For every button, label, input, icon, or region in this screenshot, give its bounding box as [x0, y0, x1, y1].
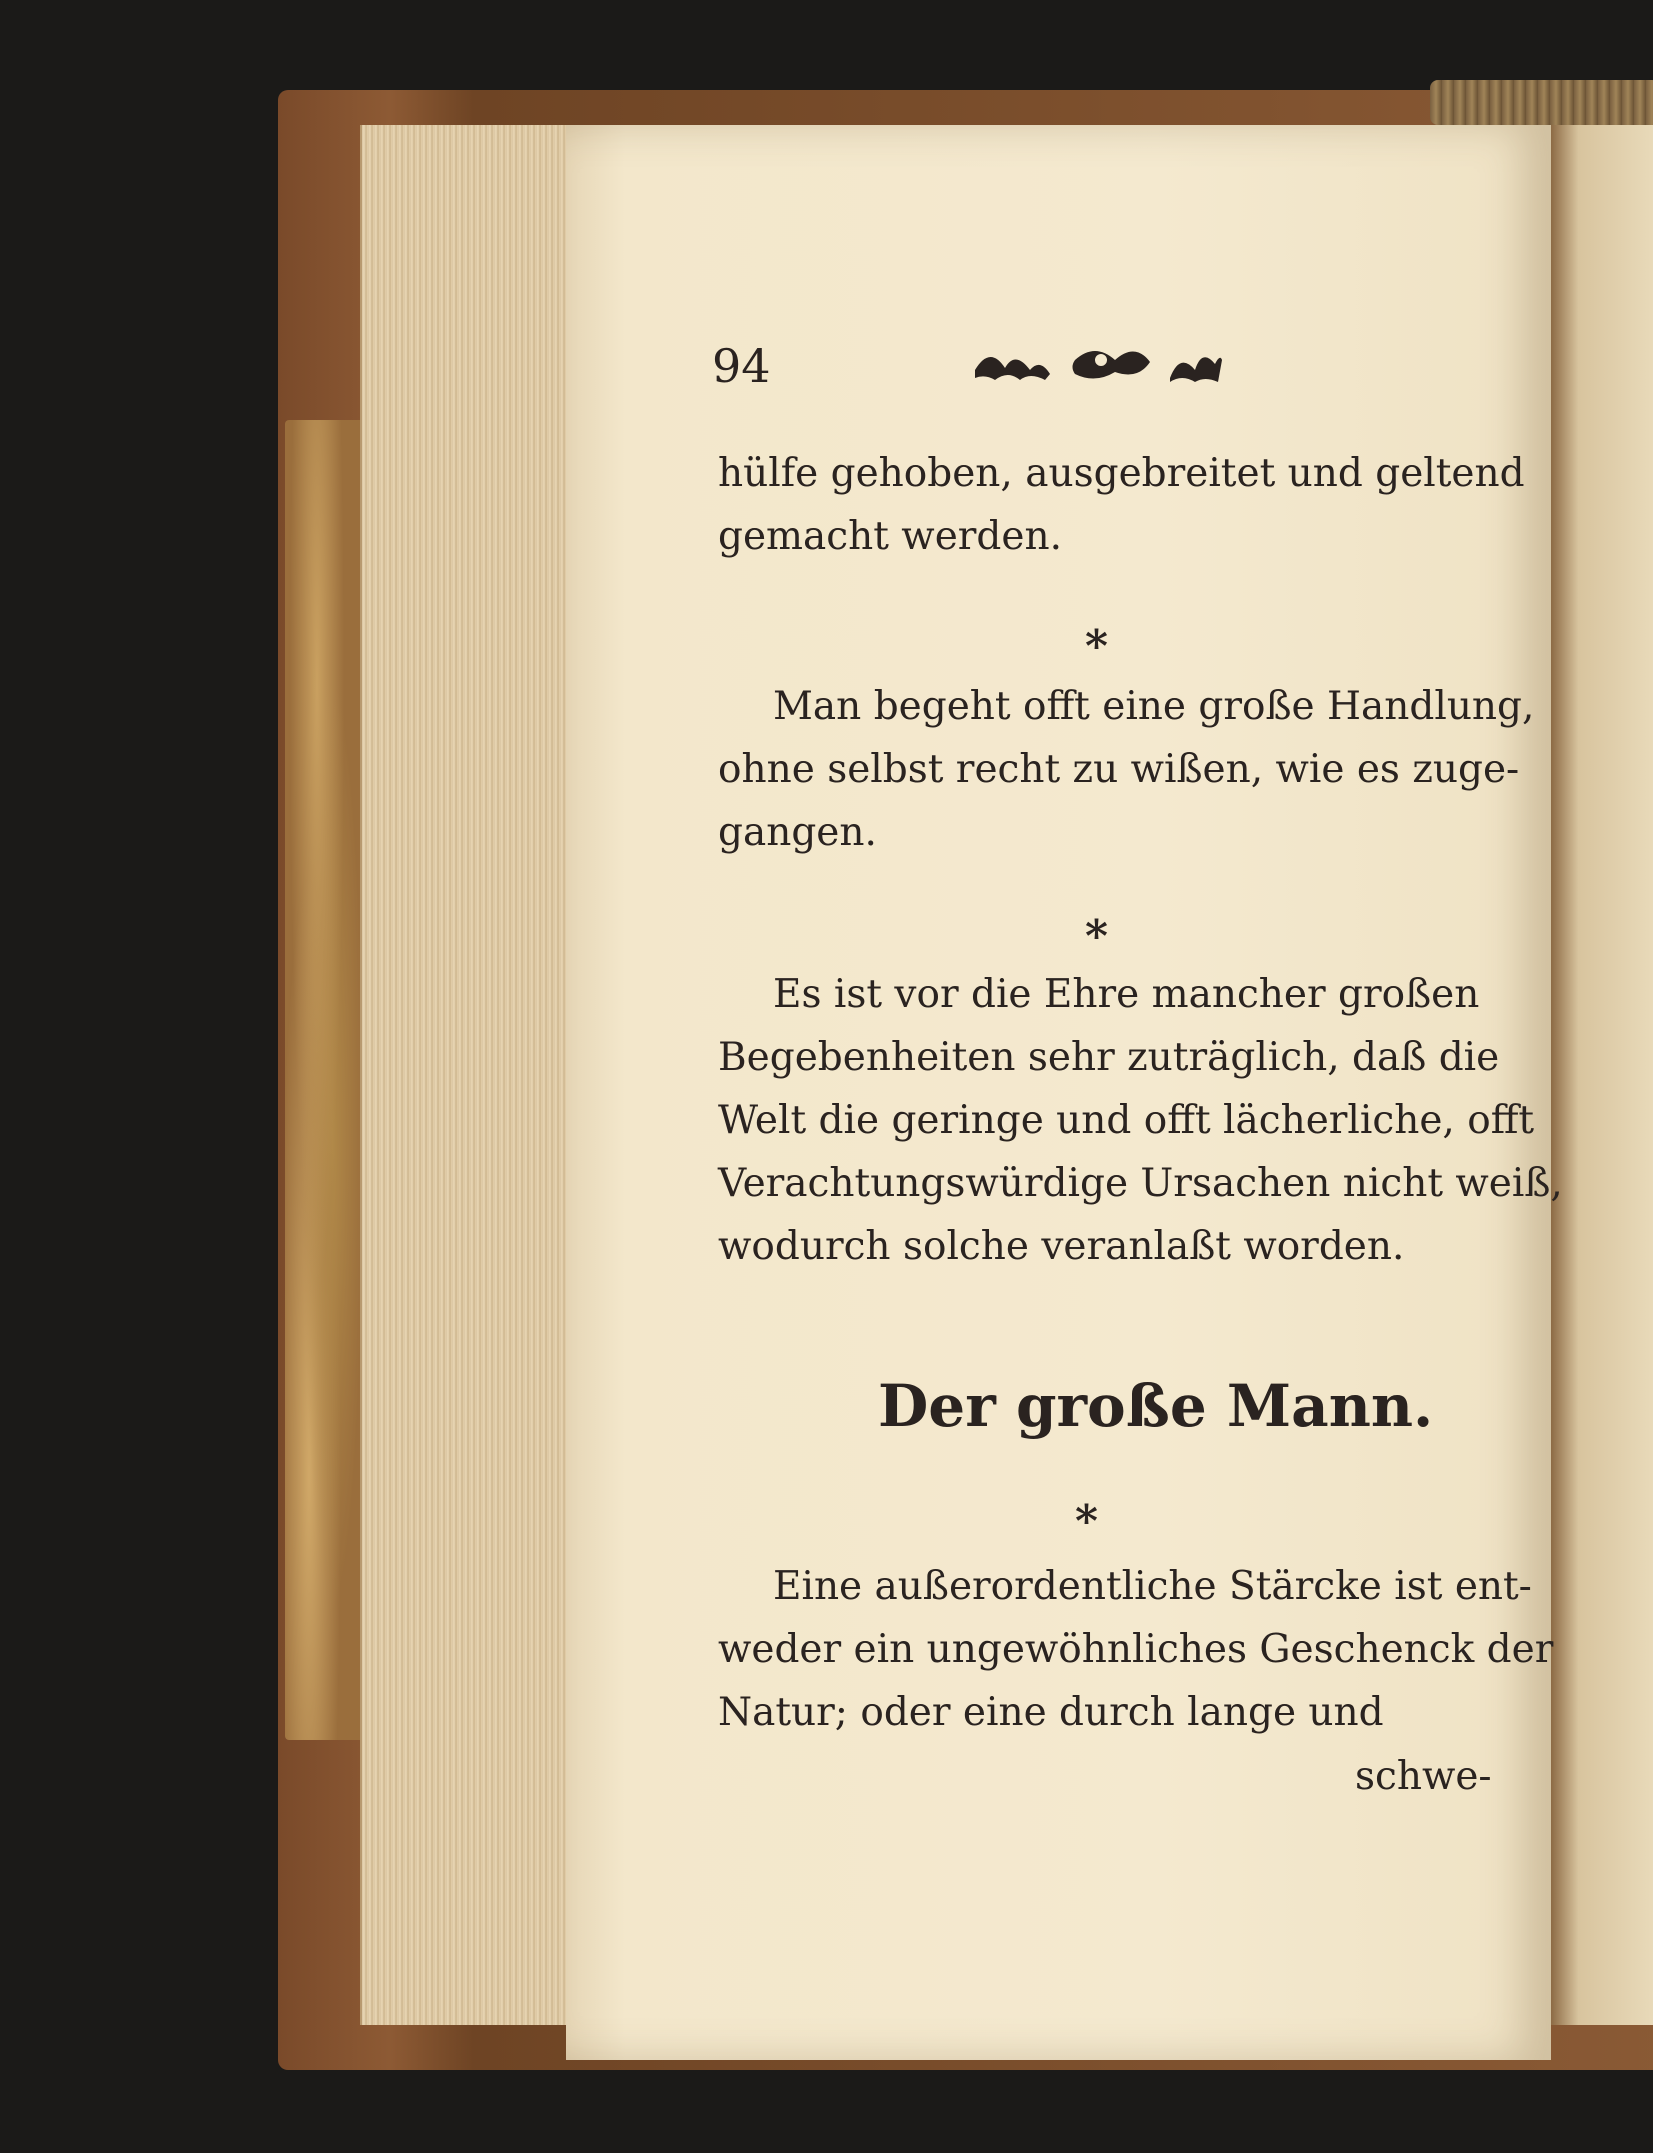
page-edges [360, 125, 572, 2025]
page-number: 94 [712, 339, 771, 393]
text-line: Eine außerordentliche Stärcke ist ent- [773, 1564, 1532, 1609]
text-line: Man begeht offt eine große Handlung, [773, 684, 1535, 729]
paragraph-1 [718, 442, 1525, 568]
section-asterisk: * [1085, 911, 1109, 962]
section-heading: Der große Mann. [878, 1372, 1434, 1440]
text-line: hülfe gehoben, ausgebreitet und geltend [718, 451, 1525, 496]
text-line: Es ist vor die Ehre mancher großen [773, 972, 1480, 1017]
paragraph-2 [718, 675, 1534, 864]
marbled-cover-panel [285, 420, 365, 1740]
paragraph-4 [718, 1555, 1553, 1744]
text-line: Welt die geringe und offt lächerliche, offt [718, 1098, 1535, 1143]
text-line: Begebenheiten sehr zuträglich, daß die [718, 1035, 1500, 1080]
text-line: Natur; oder eine durch lange und [718, 1690, 1384, 1735]
section-asterisk: * [1075, 1496, 1099, 1547]
book-spine [1430, 80, 1653, 125]
text-line: ohne selbst recht zu wißen, wie es zuge- [718, 747, 1520, 792]
text-line: gemacht werden. [718, 514, 1062, 559]
paragraph-3 [718, 963, 1563, 1278]
section-asterisk: * [1085, 621, 1109, 672]
text-line: wodurch solche veranlaßt worden. [718, 1224, 1405, 1269]
text-line: gangen. [718, 810, 877, 855]
floral-ornament-icon [970, 330, 1225, 393]
text-line: weder ein ungewöhnliches Geschenck der [718, 1627, 1554, 1672]
catchword: schwe- [1355, 1754, 1492, 1799]
facing-page-edge [1551, 125, 1653, 2025]
text-line: Verachtungswürdige Ursachen nicht weiß, [718, 1161, 1563, 1206]
